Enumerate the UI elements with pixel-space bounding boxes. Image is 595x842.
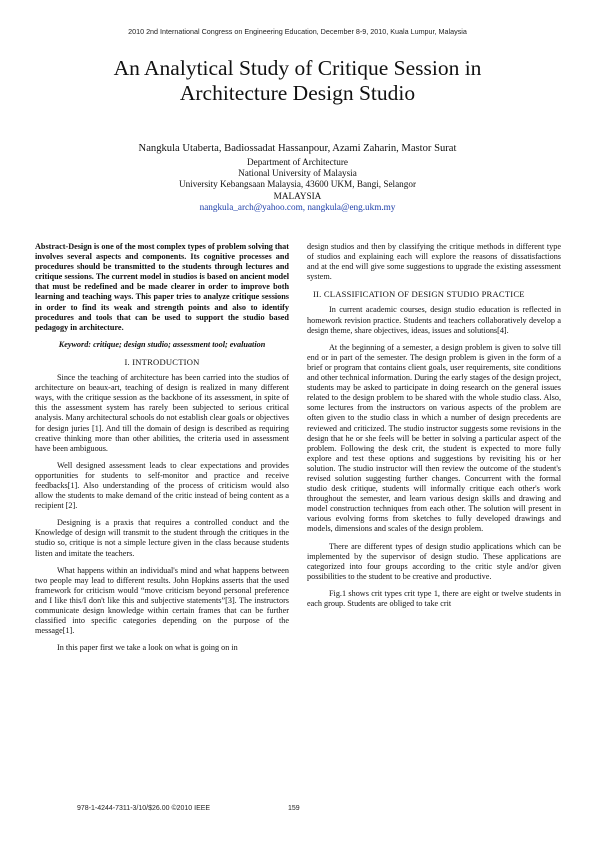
keywords: Keyword: critique; design studio; assessment tool; evaluation xyxy=(58,339,266,349)
section-heading-classification: II. CLASSIFICATION OF DESIGN STUDIO PRACTICE xyxy=(313,289,525,300)
paragraph: Since the teaching of architecture has been carried into the studios of architecture on beaux-art, teaching of design is realized in many different ways, with the critique session as the backbone of its assessment, in spite of this the assessment system has rarely been subjected to serious critical analysis. Many architectural schools do not establish clear goals or objectives for design juries [1]. And till the domain of design is described as requiring creative thinking more than other abilities, the criteria used in assessment have been ambiguous. xyxy=(35,373,289,453)
paragraph: What happens within an individual's mind and what happens between two people may lead to different results. John Hopkins asserts that the used framework for criticism would “move criticism beyond personal preference and I like this/I don't like this and subjective statements”[3]. The instructors communicate design knowledge within certain frames that can be further classified into specific categories depending on the purpose of the message[1]. xyxy=(35,565,289,636)
email-link-2[interactable]: nangkula@eng.ukm.my xyxy=(307,201,396,212)
paragraph: Fig.1 shows crit types crit type 1, there are eight or twelve students in each group. Students are obliged to take crit xyxy=(307,588,561,608)
affiliation-department: Department of Architecture xyxy=(246,157,349,167)
email-link-1[interactable]: nangkula_arch@yahoo.com xyxy=(199,201,303,212)
author-list: Nangkula Utaberta, Badiossadat Hassanpour, Azami Zaharin, Mastor Surat xyxy=(138,143,457,154)
left-column xyxy=(35,242,289,660)
affiliation-university: National University of Malaysia xyxy=(238,168,357,179)
paragraph: At the beginning of a semester, a design problem is given to solve till end or in part of the semester. The design problem is given in the form of a brief or program that contains client goals, user requirements, site conditions and other technical information. During the early stages of the design project, students may be asked to participate in doing research on the general issues related to the design problem to be shared with the whole studio class. Also, some lectures from the instructors on various aspects of the problem are often given to the studio class in which a number of design precedents are reviewed and criticized. The studio instructor suggests some revisions in the design that he or she feels will be better in solving a particular aspect of the problem. Following the desk crit, the student is expected to more fully explore and test these options and suggestions by revisiting his or her solution. The studio instructor will then review the outcome of the student's revised solution suggesting further changes. Concurrent with the formal studio desk critique, students will informally critique each other's work throughout the semester, and learn various design skills and drawing and model construction techniques from each other. The solution will present in various evolving forms from sketches to fully developed drawings and models, dimensions and scales of the design problem. xyxy=(307,342,561,534)
right-column xyxy=(307,242,561,616)
paragraph: design studios and then by classifying the critique methods in different type of studios and explaining each will explore the reasons of dissatisfactions and at the end will give some suggestions to upgrade the existing assessment system. xyxy=(307,242,561,282)
affiliation-address: University Kebangsaan Malaysia, 43600 UKM, Bangi, Selangor xyxy=(178,179,417,190)
paper-title-line-1: An Analytical Study of Critique Session in xyxy=(113,56,482,80)
footer-isbn: 978-1-4244-7311-3/10/$26.00 ©2010 IEEE xyxy=(77,805,211,812)
paragraph: In current academic courses, design studio education is reflected in homework revision practice. Students and teachers collaboratively develop a design theme, share objectives, ideas, issues and solutions[4]. xyxy=(307,305,561,335)
conference-header: 2010 2nd International Congress on Engineering Education, December 8-9, 2010, Kuala Lumpur, Malaysia xyxy=(128,27,467,36)
paragraph: Designing is a praxis that requires a controlled conduct and the Knowledge of design will transmit to the student through the critiques in the studio so, critique is not a simple lecture given in the class because students listen and imitate the teachers. xyxy=(35,518,289,558)
email-separator: , xyxy=(302,201,308,212)
affiliation-emails xyxy=(0,202,595,213)
abstract: Abstract-Design is one of the most complex types of problem solving that involves several aspects and components. Its cognitive processes and procedures should be transmitted to the students through lectures and critique sessions. The current model in studios is based on ancient model that must be redefined and be made clearer in order to improve both learning and teaching ways. This paper tries to analyze critique sessions in order to find its weak and strength points and also to identify procedures and tools that can be used to support the studio based pedagogy in architecture. xyxy=(35,242,289,332)
page-number: 159 xyxy=(288,805,300,812)
section-heading-introduction: I. INTRODUCTION xyxy=(124,356,200,367)
affiliation-country: MALAYSIA xyxy=(273,190,322,201)
paragraph: There are different types of design studio applications which can be implemented by the supervisor of design studio. These applications are categorized into four groups according to the critic style and/or given possibilities to the student to be creative and productive. xyxy=(307,541,561,581)
paper-title xyxy=(40,56,555,106)
paragraph: In this paper first we take a look on what is going on in xyxy=(57,643,238,653)
paragraph: Well designed assessment leads to clear expectations and provides opportunities for students to self-monitor and practice and receive feedbacks[1]. Also understanding of the process of criticism would also allow the students to make demand of the critic instead of being content as a recipient [2]. xyxy=(35,460,289,511)
paper-title-line-2: Architecture Design Studio xyxy=(179,81,416,105)
affiliation-block xyxy=(0,157,595,213)
